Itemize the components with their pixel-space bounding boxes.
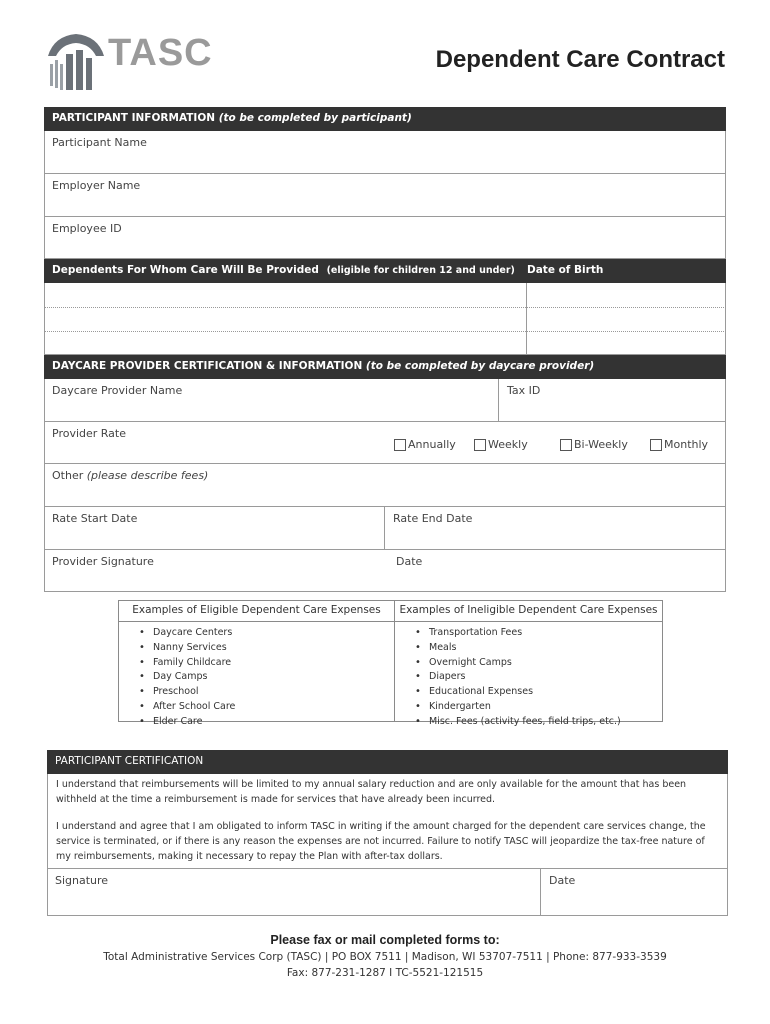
rate-monthly-checkbox[interactable] [650,438,708,451]
dob-heading: Date of Birth [527,264,604,276]
list-item: • Misc. Fees (activity fees, field trips, etc.) [395,715,662,730]
certification-paragraph-1: I understand that reimbursements will be limited to my annual salary reduction and are only available for the amount that has been withheld at the time a reimbursement is made for services that have already been incurred. [56,779,687,805]
tasc-logo [44,30,214,94]
dependent-name-row-3[interactable] [44,332,526,355]
provider-rate-label: Provider Rate [52,427,127,440]
tasc-logo-mark-icon [44,30,108,94]
rate-monthly-label: Monthly [664,438,709,451]
participant-signature-label: Signature [55,874,109,887]
list-item: • Meals [395,641,662,656]
provider-header [44,355,726,379]
list-item: • Transportation Fees [395,626,662,641]
provider-heading: DAYCARE PROVIDER CERTIFICATION & INFORMATION [52,360,363,372]
certification-header [47,750,728,774]
rate-biweekly-checkbox[interactable] [560,438,628,451]
list-item: • Kindergarten [395,700,662,715]
page-title: Dependent Care Contract [435,46,725,73]
list-item: • Nanny Services [119,641,394,656]
other-fees-note: (please describe fees) [86,469,209,482]
rate-end-date-field[interactable] [385,507,726,549]
employee-id-field[interactable] [44,217,726,259]
rate-annually-label: Annually [408,438,456,451]
provider-name-label: Daycare Provider Name [52,384,183,397]
participant-signature-field[interactable] [47,869,540,915]
rate-start-date-field[interactable] [44,507,384,549]
dependent-dob-row-1[interactable] [527,283,726,307]
checkbox-icon [560,439,572,451]
dependents-heading: Dependents For Whom Care Will Be Provided [52,264,319,276]
provider-date-label: Date [396,555,423,568]
list-item: • Preschool [119,685,394,700]
participant-heading: PARTICIPANT INFORMATION [52,112,216,124]
dependent-name-row-1[interactable] [44,283,526,307]
rate-weekly-label: Weekly [488,438,528,451]
tax-id-label: Tax ID [507,384,541,397]
participant-header [44,107,726,131]
other-fees-field[interactable] [44,464,726,506]
rate-biweekly-label: Bi-Weekly [574,438,628,451]
logo-text: TASC [108,32,213,74]
list-item: • Daycare Centers [119,626,394,641]
footer-fax: Fax: 877-231-1287 I TC-5521-121515 [286,967,484,979]
participant-date-label: Date [549,874,576,887]
dependent-dob-row-2[interactable] [527,308,726,331]
provider-signature-label: Provider Signature [52,555,154,568]
participant-heading-note: (to be completed by participant) [218,112,412,124]
participant-name-label: Participant Name [52,136,147,149]
list-item: • Family Childcare [119,656,394,671]
eligible-column [119,601,395,727]
rate-end-date-label: Rate End Date [393,512,473,525]
certification-heading: PARTICIPANT CERTIFICATION [55,755,204,767]
checkbox-icon [474,439,486,451]
rate-weekly-checkbox[interactable] [474,438,528,451]
provider-date-field[interactable] [388,550,726,592]
list-item: • Day Camps [119,670,394,685]
list-item: • Educational Expenses [395,685,662,700]
rate-start-date-label: Rate Start Date [52,512,138,525]
ineligible-heading: Examples of Ineligible Dependent Care Expenses [395,601,662,622]
employer-name-label: Employer Name [52,179,141,192]
footer-title: Please fax or mail completed forms to: [270,933,500,947]
rate-annually-checkbox[interactable] [394,438,456,451]
list-item: • After School Care [119,700,394,715]
dependents-header [44,259,726,283]
list-item: • Diapers [395,670,662,685]
employer-name-field[interactable] [44,174,726,216]
list-item: • Elder Care [119,715,394,730]
employee-id-label: Employee ID [52,222,122,235]
dependent-dob-row-3[interactable] [527,332,726,355]
participant-date-field[interactable] [541,869,728,915]
other-fees-label: Other [52,469,84,482]
ineligible-column [395,601,662,727]
dependent-name-row-2[interactable] [44,308,526,331]
provider-signature-field[interactable] [44,550,384,592]
provider-heading-note: (to be completed by daycare provider) [365,360,595,372]
list-item: • Overnight Camps [395,656,662,671]
tax-id-field[interactable] [499,379,726,421]
dependents-heading-note: (eligible for children 12 and under) [326,265,515,276]
provider-name-field[interactable] [44,379,498,421]
participant-name-field[interactable] [44,131,726,173]
examples-table [118,600,663,727]
eligible-heading: Examples of Eligible Dependent Care Expenses [119,601,394,622]
certification-paragraph-2: I understand and agree that I am obligated to inform TASC in writing if the amount charged for the dependent care services change, the service is terminated, or if there is any reason the expenses are not incurred. Failure to notify TASC will jeopardize the tax-free nature of my reimbursements, making it necessary to repay the Plan with after-tax dollars. [56,821,706,862]
checkbox-icon [394,439,406,451]
checkbox-icon [650,439,662,451]
footer-address: Total Administrative Services Corp (TASC) | PO BOX 7511 | Madison, WI 53707-7511 | Phone: 877-933-3539 [103,951,667,963]
